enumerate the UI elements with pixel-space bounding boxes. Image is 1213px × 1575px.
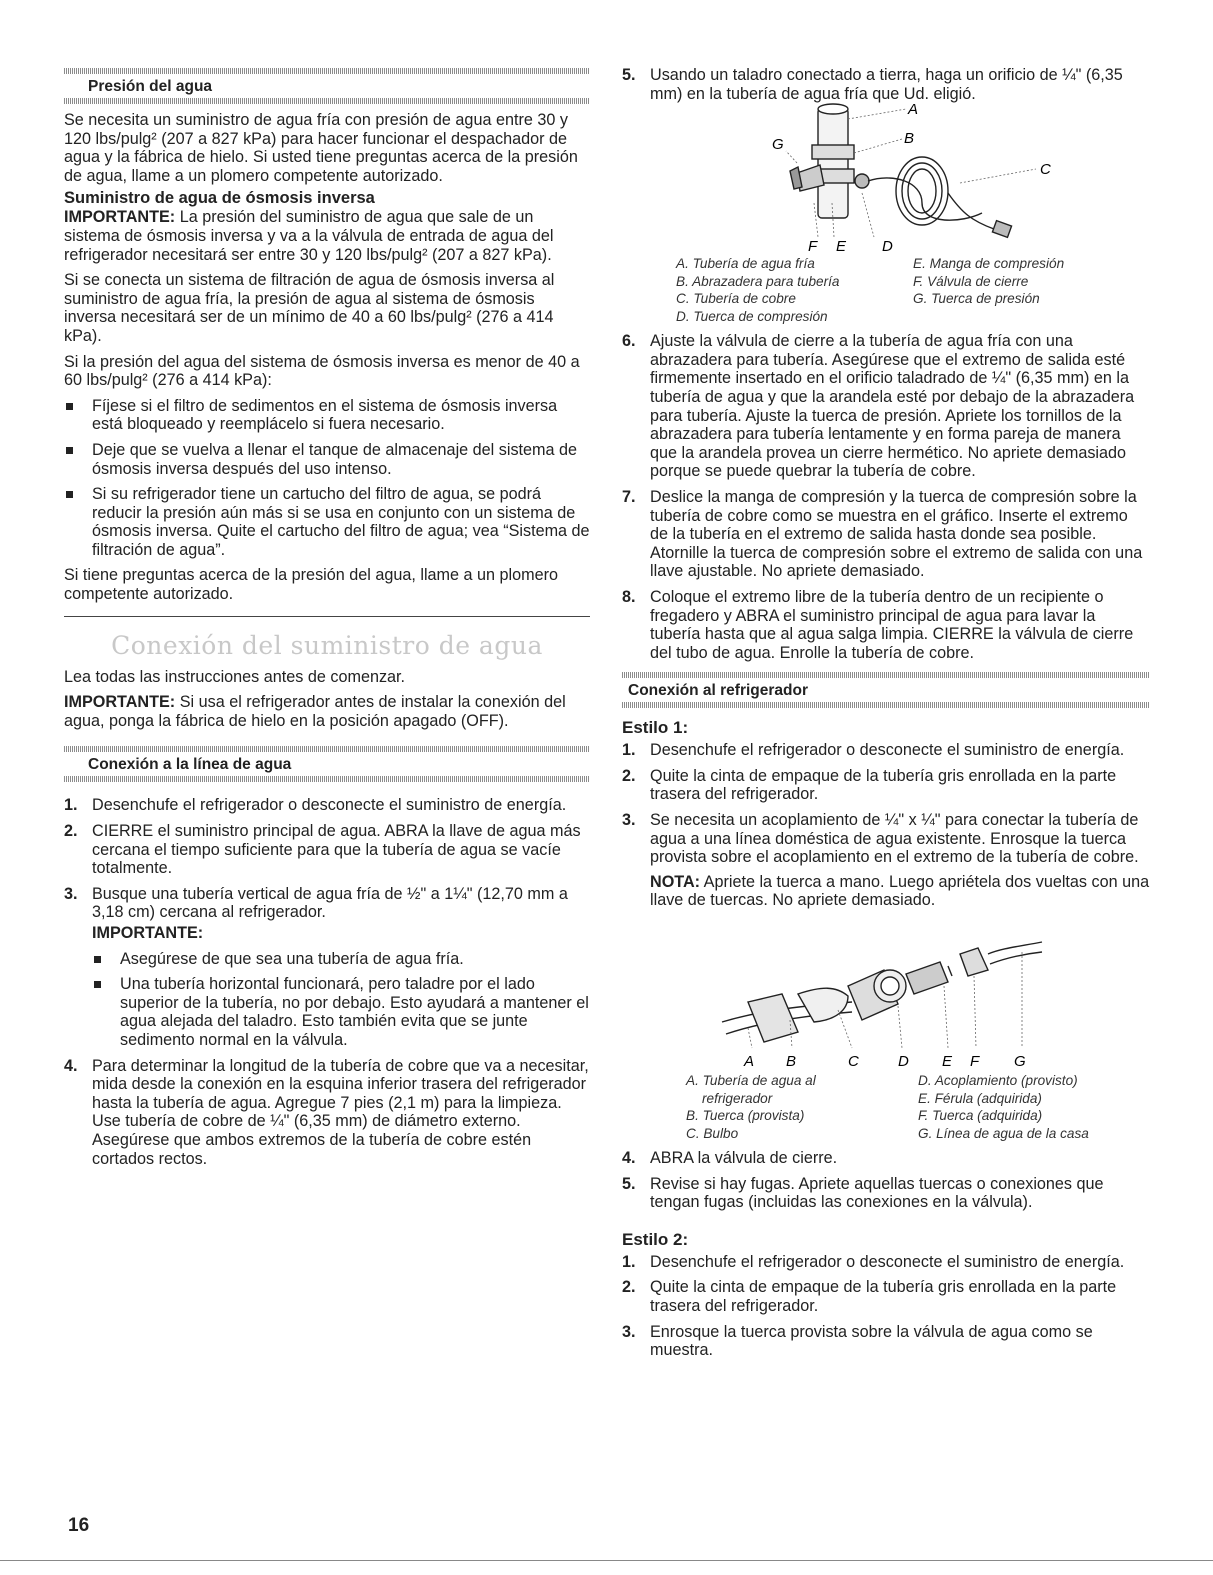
nota-label: NOTA: — [650, 872, 701, 891]
legend-item: C. Bulbo — [686, 1125, 739, 1141]
list-item — [622, 1149, 1150, 1168]
list-item — [622, 488, 1150, 581]
legend-item: G. Tuerca de presión — [913, 291, 1040, 307]
fig2-label-b: B — [786, 1053, 797, 1071]
list-item: Asegúrese de que sea una tubería de agua fría. — [92, 950, 590, 969]
step-number: 4. — [622, 1149, 636, 1168]
step-number: 1. — [64, 796, 78, 815]
step-number: 6. — [622, 332, 636, 351]
legend-item: B. Tuerca (provista) — [686, 1108, 805, 1124]
step-number: 3. — [622, 811, 636, 830]
section-header-linea — [64, 746, 590, 782]
list-item — [64, 1057, 590, 1169]
nota-text: Apriete la tuerca a mano. Luego apriételа dos vueltas con una llave de tuercas. No apriete demasiado. — [650, 872, 1150, 910]
fig1-label-e: E — [836, 238, 847, 256]
list-item — [622, 1278, 1150, 1315]
list-item — [622, 741, 1150, 760]
step-number: 3. — [64, 884, 78, 903]
legend-item — [913, 308, 1150, 326]
legend-item: E. Manga de compresión — [913, 256, 1065, 272]
step-text: Usando un taladro conectado a tierra, haga un orificio de ¼" (6,35 mm) en la tubería de agua fría que Ud. eligió. — [650, 66, 1123, 103]
steps-linea — [64, 796, 590, 1168]
fig1-label-b: B — [904, 130, 915, 148]
legend-item: C. Tubería de cobre — [676, 291, 796, 307]
legend-item: refrigerador — [702, 1090, 773, 1106]
step-number: 3. — [622, 1322, 636, 1341]
step-text: Desenchufe el refrigerador o desconecte el suministro de energía. — [92, 796, 567, 815]
section-title-conexion-suministro: Conexión del suministro de agua — [111, 630, 543, 660]
step-text: Para determinar la longitud de la tubería de cobre que va a necesitar, mida desde la conexión en la esquina inferior trasera del refrigerador hasta la tubería de agua. Agregue 7 pies (2,1 m) para la limpieza. Use tubería de cobre de ¼" (6,35 mm) de diámetro externo. Asegúrese que ambos extremos de la tubería de cobre estén cortados rectos. — [92, 1056, 589, 1168]
coupling-diagram — [622, 910, 1150, 1072]
fig2-label-d: D — [898, 1053, 909, 1071]
fig2-label-a: A — [744, 1053, 755, 1071]
heading-estilo-2: Estilo 2: — [622, 1229, 689, 1249]
legend-item: A. Tubería de agua fría — [676, 256, 815, 272]
step-text: Ajuste la válvula de cierre a la tubería de agua fría con una abrazadera para tubería. Asegúrese que el extremo de salida esté firmemente insertado en el orificio taladrado de ¼" (6,35 mm) en la tubería de agua y que la arandela esté por debajo de la abrazadera para tubería. Ajuste la tuerca de presión. Apriete los tornillos de la abrazadera para tubería lentamente y en forma pareja de manera que la arandela provea un cierre hermético. No apriete demasiado porque se puede quebrar la tubería de cobre. — [650, 332, 1135, 481]
step-text: Deslice la manga de compresión y la tuerca de compresión sobre la tubería de cobre como se muestra en el gráfico. Inserte el extremo de la tubería en el extremo de salida hasta donde sea posible. Atornille la tuerca de compresión sobre el extremo de salida con una llave ajustable. No apriete demasiado. — [650, 487, 1143, 581]
bullet-list-osmosis — [64, 397, 590, 560]
step-number: 5. — [622, 66, 636, 84]
importante-text: La presión del suministro de agua que sale de un sistema de ósmosis inversa y va a la válvula de entrada de agua del refrigerador necesitará ser entre 30 y 120 lbs/pulg² (207 a 827 kPa). — [64, 208, 554, 264]
list-item — [622, 588, 1150, 662]
step-text: Quite la cinta de empaque de la tubería gris enrollada en la parte trasera del refrigerador. — [650, 1278, 1117, 1315]
step-text: Enrosque la tuerca provista sobre la válvula de agua como se muestra. — [650, 1322, 1093, 1360]
importante-label: IMPORTANTE: — [92, 924, 204, 942]
heading-estilo-1: Estilo 1: — [622, 718, 689, 738]
step-text: Revise si hay fugas. Apriete aquellas tuercas o conexiones que tengan fugas (incluidas las conexiones en la válvula). — [650, 1174, 1104, 1212]
fig1-label-f: F — [808, 238, 818, 256]
step-number: 7. — [622, 487, 636, 506]
legend-item: D. Tuerca de compresión — [676, 308, 828, 324]
paragraph-importante-osmosis — [64, 208, 590, 264]
step-number: 5. — [622, 1174, 636, 1193]
fig1-label-d: D — [882, 238, 893, 256]
paragraph-preguntas: Si tiene preguntas acerca de la presión del agua, llame a un plomero competente autorizado. — [64, 566, 559, 604]
fig2-label-g: G — [1014, 1053, 1026, 1071]
steps-estilo-2 — [622, 1253, 1150, 1360]
legend-item: B. Abrazadera para tubería — [676, 273, 840, 289]
step-text: ABRA la válvula de cierre. — [650, 1149, 838, 1168]
steps-estilo-1 — [622, 741, 1150, 910]
list-item — [622, 332, 1150, 481]
step-number: 2. — [64, 822, 78, 841]
heading-linea: Conexión a la línea de agua — [88, 756, 292, 774]
bottom-border — [0, 1560, 1213, 1561]
step-number: 2. — [622, 1278, 636, 1297]
legend-item: A. Tubería de agua al — [686, 1073, 816, 1089]
valve-diagram-legend — [622, 255, 1150, 325]
list-item — [622, 66, 1150, 103]
fig1-label-a: A — [908, 103, 919, 119]
fig2-label-f: F — [970, 1053, 980, 1071]
coupling-diagram-legend — [622, 1072, 1150, 1142]
list-item — [622, 1323, 1150, 1360]
step-text: Desenchufe el refrigerador o desconecte el suministro de energía. — [650, 1252, 1125, 1271]
paragraph-menor: Si la presión del agua del sistema de ósmosis inversa es menor de 40 a 60 lbs/pulg² (276 a 414 kPa): — [64, 352, 580, 390]
list-item — [64, 885, 590, 1050]
fig2-label-e: E — [942, 1053, 953, 1071]
list-item: Deje que se vuelva a llenar el tanque de almacenaje del sistema de ósmosis inversa después del uso intenso. — [64, 441, 590, 478]
importante-label: IMPORTANTE: — [64, 693, 176, 712]
step-text: Se necesita un acoplamiento de ¼" x ¼" para conectar la tubería de agua a una línea doméstica de agua existente. Enrosque la tuerca provista sobre el acoplamiento en el extremo de la tubería de cobre. — [650, 811, 1139, 867]
step-text: CIERRE el suministro principal de agua. ABRA la llave de agua más cercana el tiempo suficiente para que la tubería de agua se vacíe totalmente. — [92, 822, 581, 878]
legend-item: D. Acoplamiento (provisto) — [918, 1073, 1078, 1089]
list-item — [622, 767, 1150, 804]
step-text: Desenchufe el refrigerador o desconecte el suministro de energía. — [650, 741, 1125, 760]
step-number: 8. — [622, 587, 636, 606]
step-text: Quite la cinta de empaque de la tubería gris enrollada en la parte trasera del refrigerador. — [650, 766, 1117, 804]
list-item — [64, 822, 590, 878]
step-5 — [622, 66, 1150, 103]
step-text: Busque una tubería vertical de agua fría de ½" a 1¼" (12,70 mm a 3,18 cm) cercana al refrigerador. — [92, 884, 568, 922]
legend-item: F. Tuerca (adquirida) — [918, 1108, 1043, 1124]
steps-6-8 — [622, 332, 1150, 662]
list-item: Una tubería horizontal funcionará, pero taladre por el lado superior de la tubería, no por debajo. Esto ayudará a mantener el agua alejada del taladro. Esto también evita que se junte sedimento normal en la válvula. — [92, 975, 590, 1049]
right-column — [622, 66, 1150, 1360]
heading-presion: Presión del agua — [88, 78, 213, 95]
list-item — [64, 796, 590, 815]
list-item — [622, 811, 1150, 910]
fig2-label-c: C — [848, 1053, 859, 1071]
step-text: Coloque el extremo libre de la tubería dentro de un recipiente o fregadero y ABRA el suministro principal de agua para lavar la tubería hasta que al agua salga limpia. CIERRE la válvula de cierre del tubo de agua. Enrolle la tubería de cobre. — [650, 587, 1134, 662]
left-column — [64, 68, 590, 1168]
list-item — [622, 1253, 1150, 1272]
section-divider — [64, 616, 590, 617]
paragraph-presion: Se necesita un suministro de agua fría con presión de agua entre 30 y 120 lbs/pulg² (207 a 827 kPa) para hacer funcionar el despachador de agua y la fábrica de hielo. Si usted tiene preguntas acerca de la presión de agua, llame a un plomero competente autorizado. — [64, 111, 578, 185]
step-number: 1. — [622, 741, 636, 760]
paragraph-lea: Lea todas las instrucciones antes de comenzar. — [64, 667, 406, 686]
paragraph-importante-off — [64, 693, 590, 730]
nota-paragraph — [650, 873, 1150, 910]
fig1-label-c: C — [1040, 161, 1051, 179]
section-header-refrigerador — [622, 672, 1150, 708]
legend-item: E. Férula (adquirida) — [918, 1090, 1042, 1106]
step-number: 2. — [622, 766, 636, 785]
list-item: Fíjese si el filtro de sedimentos en el sistema de ósmosis inversa está bloqueado y reemplácelo si fuera necesario. — [64, 397, 590, 434]
section-header-presion — [64, 68, 590, 104]
page-number: 16 — [68, 1515, 90, 1536]
heading-refrigerador: Conexión al refrigerador — [628, 682, 809, 700]
importante-text: Si usa el refrigerador antes de instalar la conexión del agua, ponga la fábrica de hielo en la posición apagado (OFF). — [64, 693, 566, 730]
paragraph-filtracion: Si se conecta un sistema de filtración de agua de ósmosis inversa al suministro de agua fría, la presión de agua al sistema de ósmosis inversa necesitará ser de un mínimo de 40 a 60 lbs/pulg² (276 a 414 kPa). — [64, 271, 555, 345]
legend-item: G. Línea de agua de la casa — [918, 1125, 1089, 1141]
bullet-list-step3 — [92, 950, 590, 1050]
step-number: 4. — [64, 1056, 78, 1075]
list-item — [622, 1175, 1150, 1212]
list-item: Si su refrigerador tiene un cartucho del filtro de agua, se podrá reducir la presión aún más si se usa en conjunto con un sistema de ósmosis inversa. Quite el cartucho del filtro de agua; vea “Sistema de filtración de agua”. — [64, 485, 590, 559]
legend-item: F. Válvula de cierre — [913, 273, 1029, 289]
importante-label: IMPORTANTE: — [64, 208, 176, 227]
step-number: 1. — [622, 1252, 636, 1271]
valve-diagram — [622, 103, 1150, 259]
fig1-label-g: G — [772, 136, 784, 154]
subheading-osmosis: Suministro de agua de ósmosis inversa — [64, 189, 375, 208]
steps-estilo-1-cont — [622, 1149, 1150, 1212]
